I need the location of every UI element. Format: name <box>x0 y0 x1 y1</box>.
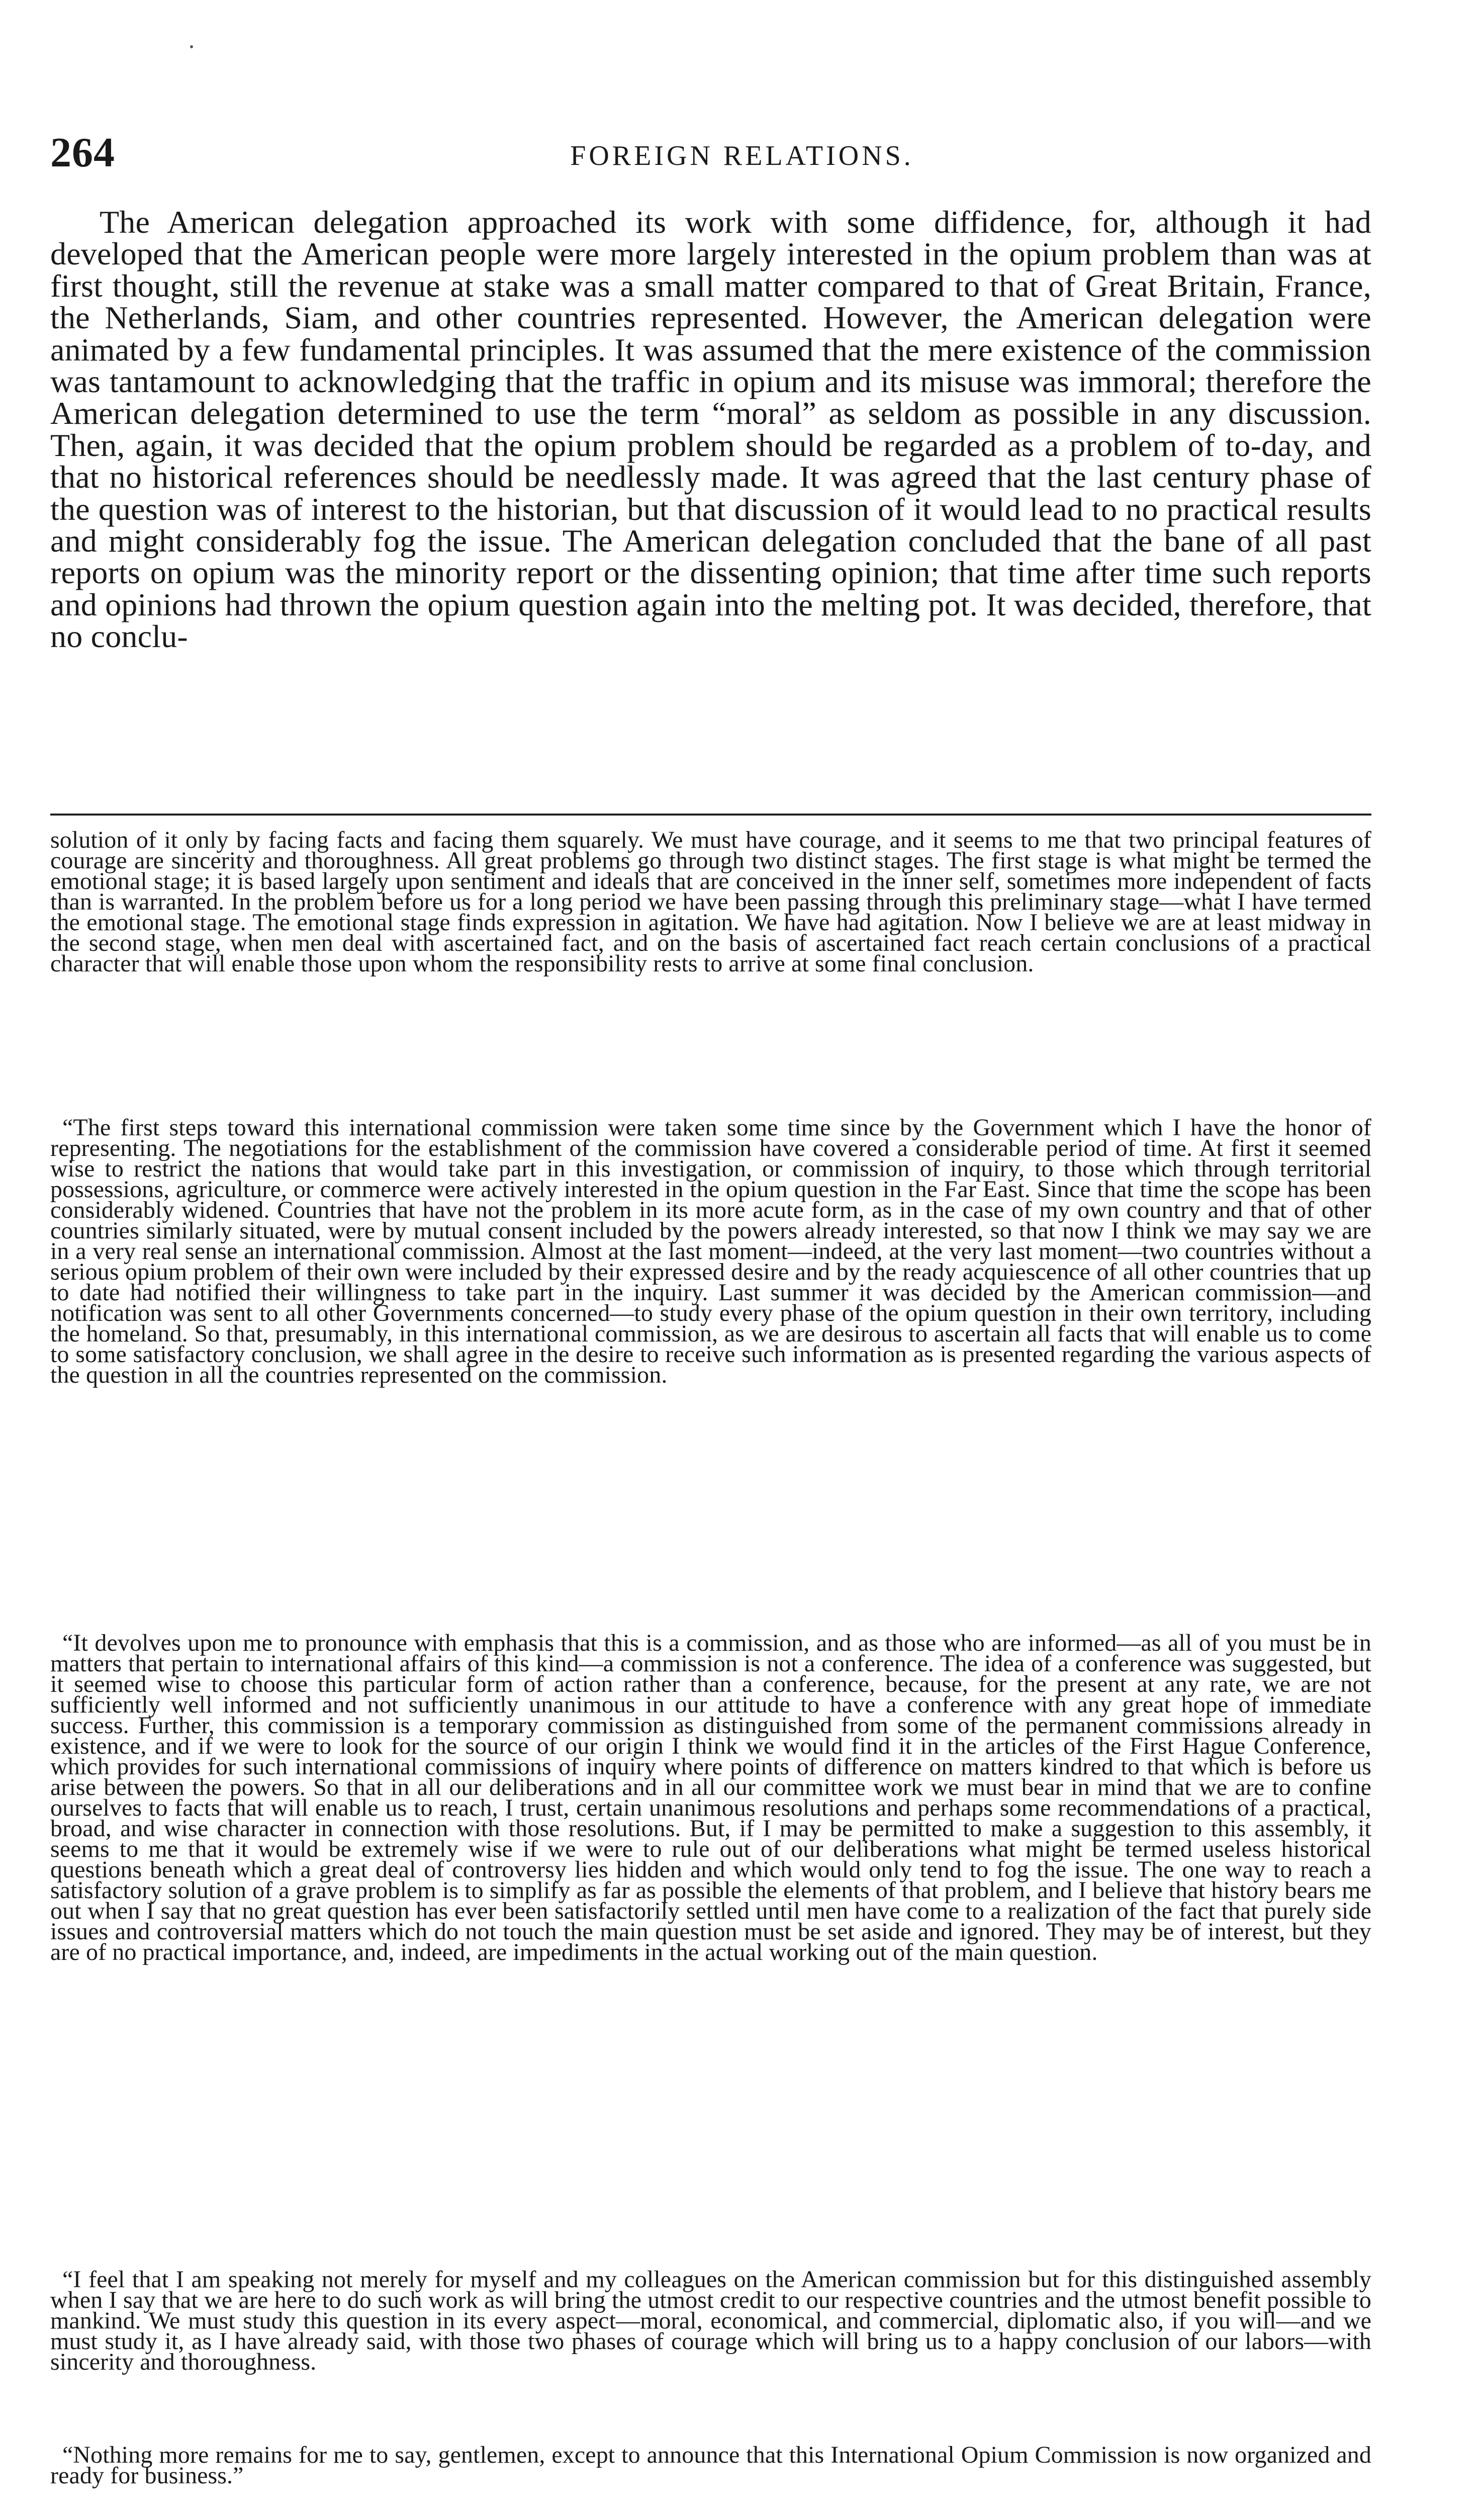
footnote-paragraph-4: “I feel that I am speaking not merely for myself and my colleagues on the American commission but for this distinguished assembly when I say that we are here to do such work as will bring the utmost credit to our respective countries and the utmost benefit possible to mankind. We must study this question in its every aspect—moral, economical, and commercial, diplomatic also, if you will—and we must study it, as I have already said, with those two phases of courage which will bring us to a happy conclusion of our labors—with sincerity and thoroughness. <box>50 2266 1371 2375</box>
footnote-paragraph-1: solution of it only by facing facts and facing them squarely. We must have courage, and it seems to me that two principal features of courage are sincerity and thoroughness. All great problems go through two distinct stages. The first stage is what might be termed the emotional stage; it is based largely upon sentiment and ideals that are conceived in the inner self, sometimes more independent of facts than is warranted. In the problem before us for a long period we have been passing through this preliminary stage—what I have termed the emotional stage. The emotional stage finds expression in agitation. We have had agitation. Now I believe we are at least midway in the second stage, when men deal with ascertained fact, and on the basis of ascertained fact reach certain conclusions of a practical character that will enable those upon whom the responsibility rests to arrive at some final conclusion. <box>50 827 1371 977</box>
footnote-paragraph-3: “It devolves upon me to pronounce with emphasis that this is a commission, and as those who are informed—as all of you must be in matters that pertain to international affairs of this kind—a commission is not a conference. The idea of a conference was suggested, but it seemed wise to choose this particular form of action rather than a conference, because, for the present at any rate, we are not sufficiently well informed and not sufficiently unanimous in our attitude to have a conference with any great hope of immediate success. Further, this commission is a temporary commission as distinguished from some of the permanent commissions already in existence, and if we were to look for the source of our origin I think we would find it in the articles of the First Hague Conference, which provides for such international commissions of inquiry where points of difference on matters kindred to that which is before us arise between the powers. So that in all our deliberations and in all our committee work we must bear in mind that we are to confine ourselves to facts that will enable us to reach, I trust, certain unanimous resolutions and perhaps some recommendations of a practical, broad, and wise character in connection with those resolutions. But, if I may be permitted to make a suggestion to this assembly, it seems to me that it would be extremely wise if we were to rule out of our deliberations what might be termed useless historical questions beneath which a great deal of controversy lies hidden and which would only tend to fog the issue. The one way to reach a satisfactory solution of a grave problem is to simplify as far as possible the elements of that problem, and I believe that history bears me out when I say that no great question has ever been satisfactorily settled until men have come to a realization of the fact that purely side issues and controversial matters which do not touch the main question must be set aside and ignored. They may be of interest, but they are of no practical importance, and, indeed, are impediments in the actual working out of the main question. <box>50 1630 1371 1965</box>
page-number: 264 <box>50 129 115 176</box>
running-head: FOREIGN RELATIONS. <box>570 140 914 171</box>
footnote-paragraph-5: “Nothing more remains for me to say, gentlemen, except to announce that this International Opium Commission is now organized and ready for business.” <box>50 2442 1371 2489</box>
footnote-paragraph-2: “The first steps toward this international commission were taken some time since by the Government which I have the honor of representing. The negotiations for the establishment of the commission have covered a considerable period of time. At first it seemed wise to restrict the nations that would take part in this investigation, or commission of inquiry, to those which through territorial possessions, agriculture, or commerce were actively interested in the opium question in the Far East. Since that time the scope has been considerably widened. Countries that have not the problem in its more acute form, as in the case of my own country and that of other countries similarly situated, were by mutual consent included by the powers already interested, so that now I think we may say we are in a very real sense an international commission. Almost at the last moment—indeed, at the very last moment—two countries without a serious opium problem of their own were included by their expressed desire and by the ready acquiescence of all other countries that up to date had notified their willingness to take part in the inquiry. Last summer it was decided by the American commission—and notification was sent to all other Governments concerned—to study every phase of the opium question in their own territory, including the homeland. So that, presumably, in this international commission, as we are desirous to ascertain all facts that will enable us to come to some satisfactory conclusion, we shall agree in the desire to receive such information as is presented regarding the various aspects of the question in all the countries represented on the commission. <box>50 1114 1371 1388</box>
footnote-rule <box>50 814 1371 816</box>
main-paragraph: The American delegation approached its work with some diffidence, for, although it had developed that the American people were more largely interested in the opium problem than was at first thought, still the revenue at stake was a small matter compared to that of Great Britain, France, the Netherlands, Siam, and other countries represented. However, the American delegation were animated by a few fundamental principles. It was assumed that the mere existence of the commission was tantamount to acknowledging that the traffic in opium and its misuse was immoral; therefore the American delegation determined to use the term “moral” as seldom as possible in any discussion. Then, again, it was decided that the opium problem should be regarded as a problem of to-day, and that no historical references should be needlessly made. It was agreed that the last century phase of the question was of interest to the historian, but that discussion of it would lead to no practical results and might considerably fog the issue. The American delegation concluded that the bane of all past reports on opium was the minority report or the dissenting opinion; that time after time such reports and opinions had thrown the opium question again into the melting pot. It was decided, therefore, that no conclu- <box>50 204 1371 655</box>
page-speck <box>190 45 193 48</box>
